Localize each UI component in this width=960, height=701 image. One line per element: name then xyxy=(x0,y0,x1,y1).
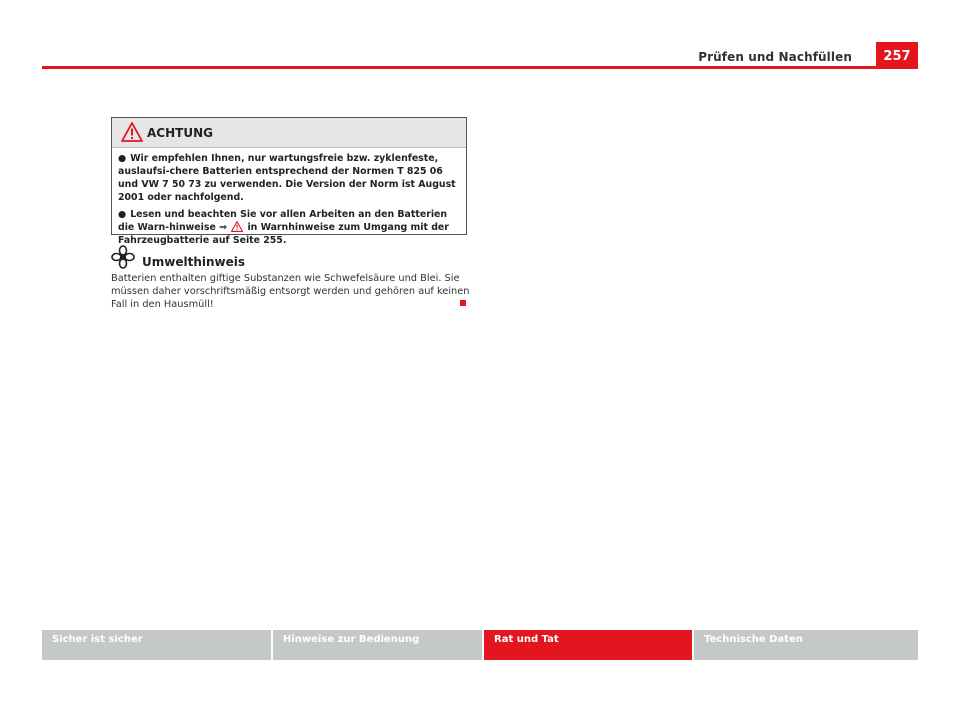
page-title: Prüfen und Nachfüllen xyxy=(698,50,852,64)
warning-triangle-icon xyxy=(121,122,143,142)
flower-icon xyxy=(111,245,135,269)
environment-title: Umwelthinweis xyxy=(142,255,246,269)
warning-item xyxy=(118,208,460,247)
warning-title: ACHTUNG xyxy=(147,126,213,140)
footer-tab-hinweise[interactable]: Hinweise zur Bedienung xyxy=(273,630,482,660)
warning-body xyxy=(112,148,466,247)
environment-text: Batterien enthalten giftige Substanzen wie Schwefelsäure und Blei. Sie müssen daher vorschriftsmäßig entsorgt werden und gehören auf keinen Fall in den Hausmüll! xyxy=(111,273,470,310)
warning-item-text: Wir empfehlen Ihnen, nur wartungsfreie bzw. zyklenfeste, auslaufsi-chere Batterien entsprechend der Normen T 825 06 und VW 7 50 73 zu verwenden. Die Version der Norm ist August 2001 oder nachfolgend. xyxy=(118,153,456,203)
footer-tab-sicher[interactable]: Sicher ist sicher xyxy=(42,630,271,660)
warning-link-text: in Warnhinweise zum Umgang mit der Fahrzeugbatterie auf Seite 255. xyxy=(118,222,449,246)
warning-triangle-icon xyxy=(231,221,243,232)
warning-header xyxy=(112,118,466,148)
footer-tab-technische-daten[interactable]: Technische Daten xyxy=(694,630,918,660)
bullet: ● xyxy=(118,209,127,220)
bullet: ● xyxy=(118,153,127,164)
section-end-mark xyxy=(460,300,466,306)
footer-tab-rat-und-tat[interactable]: Rat und Tat xyxy=(484,630,692,660)
page-number: 257 xyxy=(876,42,918,69)
warning-item-text: Lesen und beachten Sie vor allen Arbeiten an den Batterien die Warn-hinweise ⇒ xyxy=(118,209,448,233)
header-rule xyxy=(42,66,918,69)
warning-item xyxy=(118,152,460,204)
footer-nav xyxy=(42,630,918,660)
warning-box xyxy=(111,117,467,246)
